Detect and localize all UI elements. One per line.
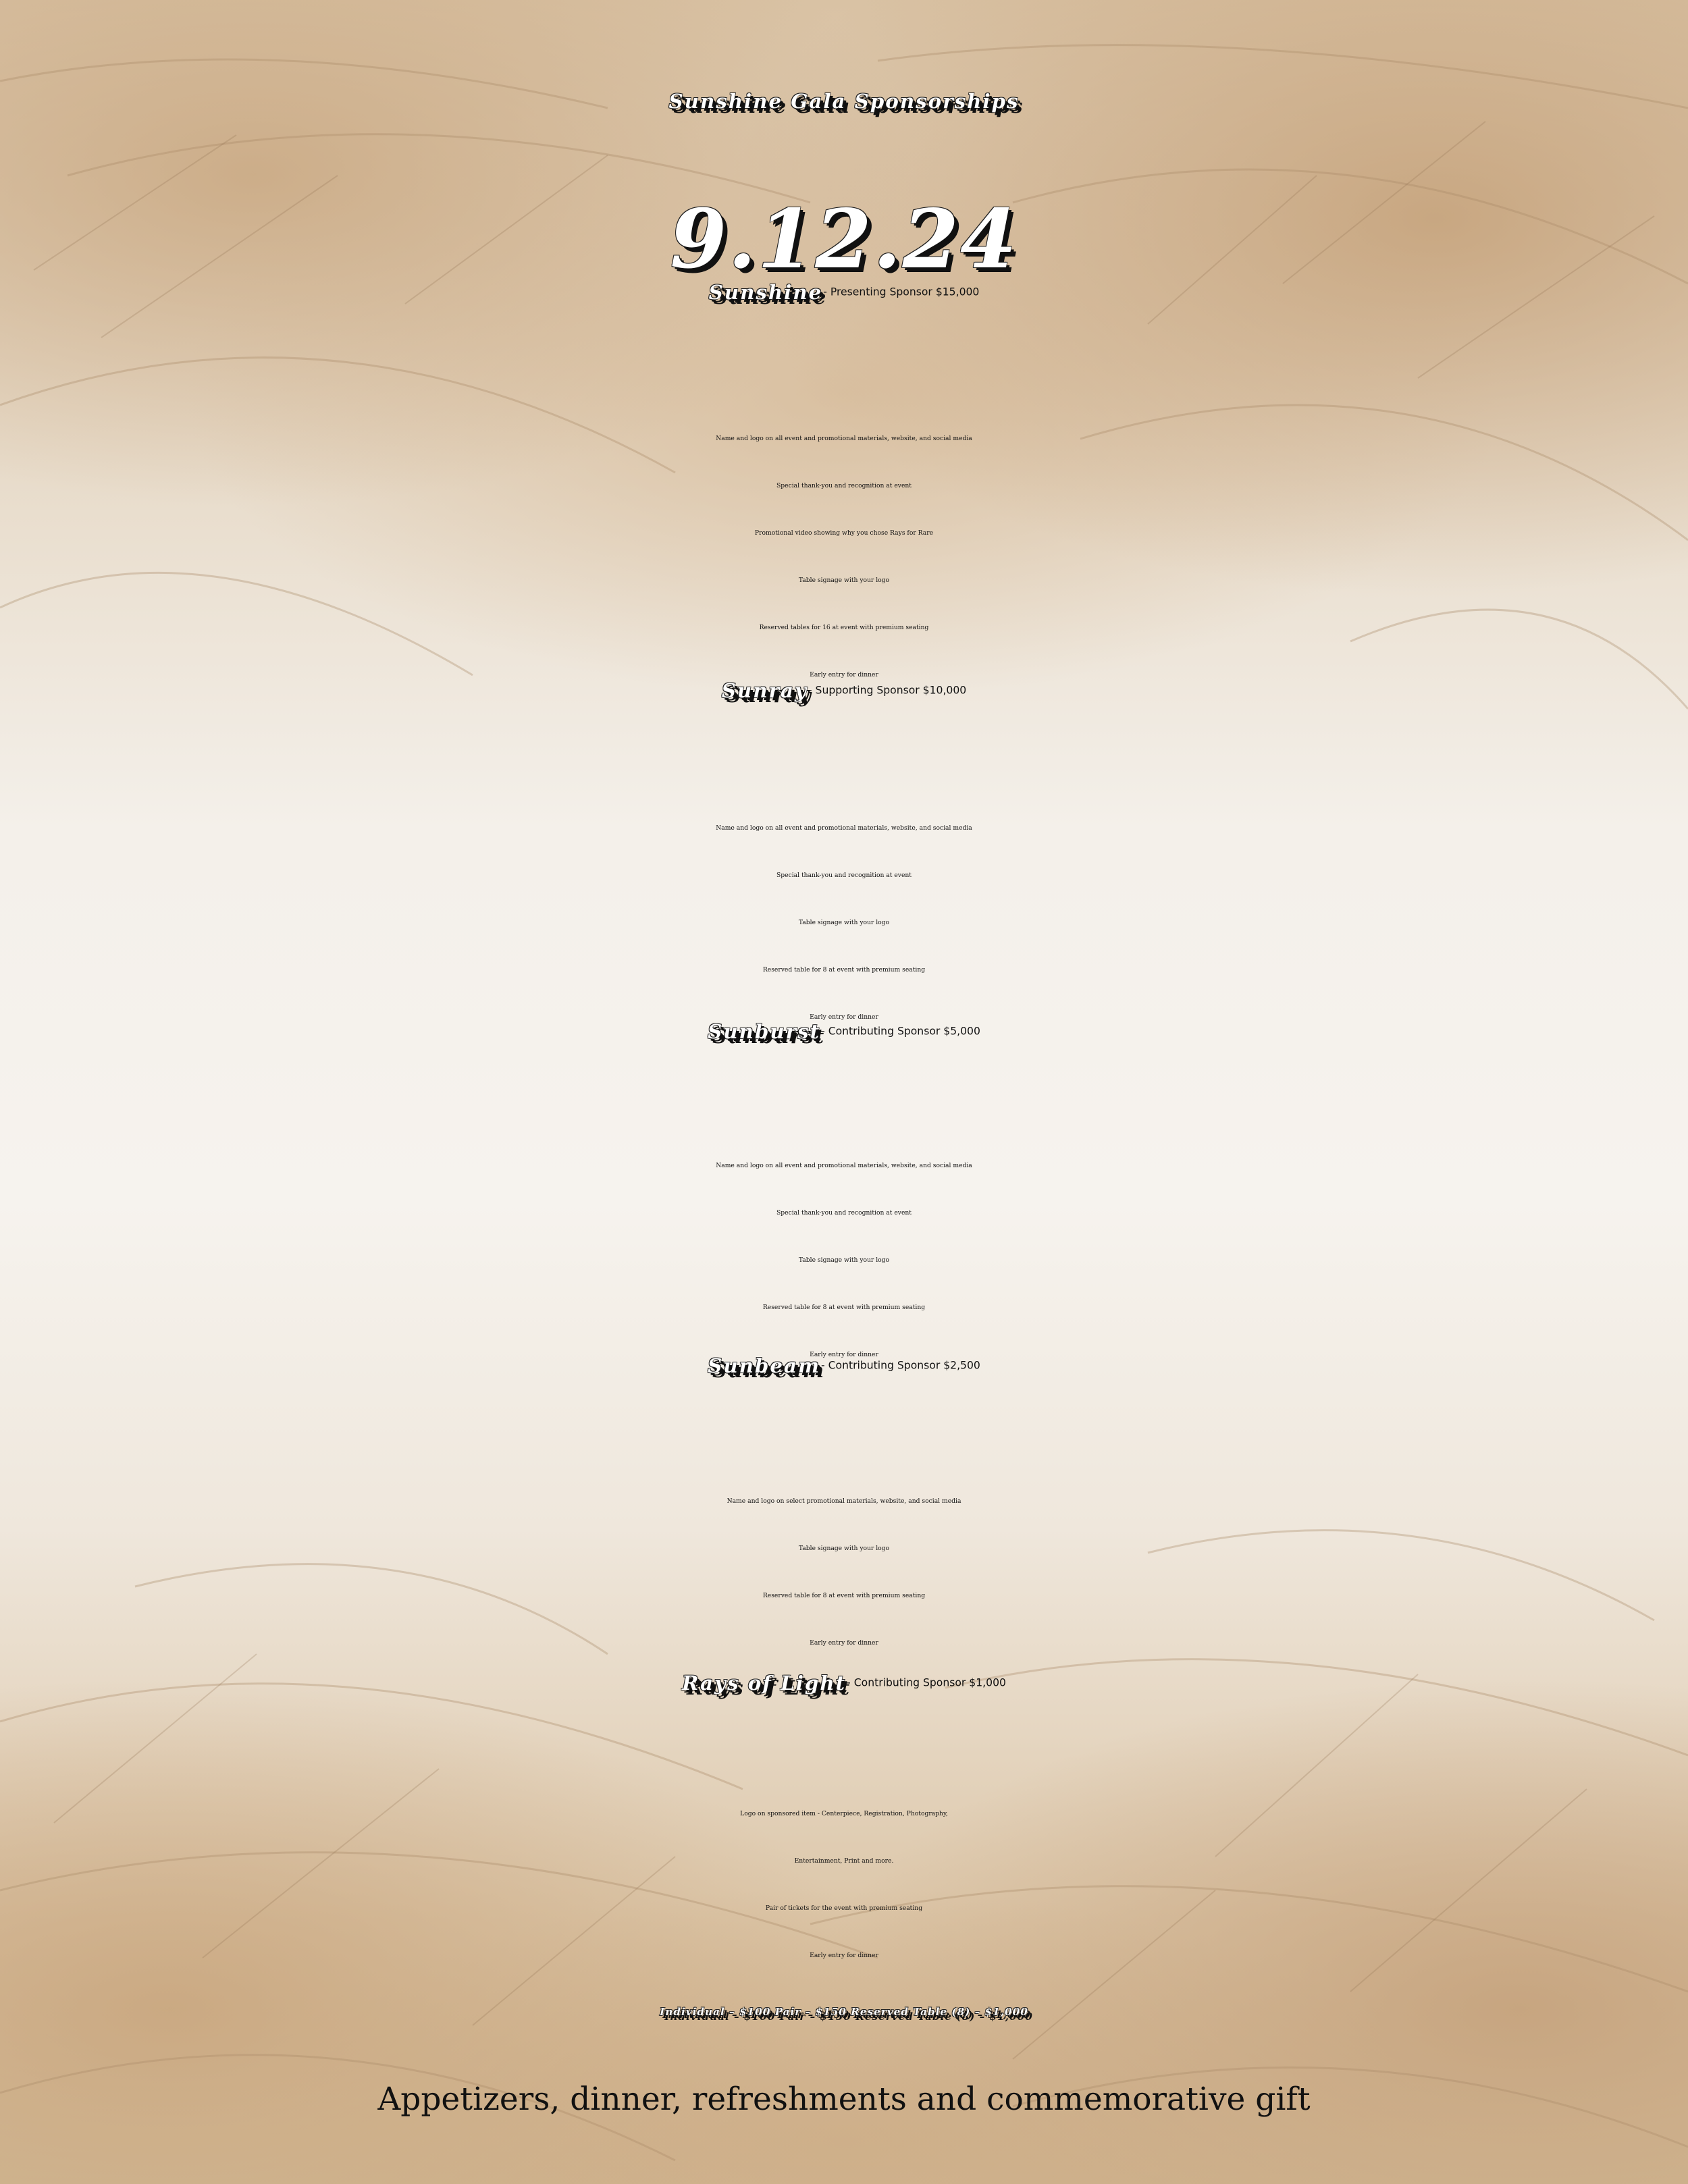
tier-price: - Contributing Sponsor $2,500 [821,1359,980,1372]
tier-sunshine-header [0,280,1688,304]
tier-rays-of-light-header [0,1671,1688,1695]
benefit-item: Name and logo on select promotional materials, website, and social media [727,1497,961,1505]
tier-sunshine-benefits [0,415,1688,699]
benefit-item: Table signage with your logo [798,919,890,926]
benefit-item: Pair of tickets for the event with premium seating [765,1905,923,1912]
benefit-item: Special thank-you and recognition at event [776,1209,912,1217]
benefit-item: Early entry for dinner [810,1639,878,1647]
tier-sunbeam-benefits [0,1478,1688,1667]
tier-price: - Contributing Sponsor $5,000 [821,1025,980,1038]
tier-price: - Contributing Sponsor $1,000 [847,1676,1006,1689]
tier-name: Sunray [721,678,808,702]
ticket-pricing: Individual – $100 Pair – $150 Reserved Table (8) – $1,000 [660,2006,1028,2018]
tier-name: Sunburst [708,1019,821,1043]
event-date: 9.12.24 [670,192,1018,287]
benefit-item: Logo on sponsored item - Centerpiece, Registration, Photography, [740,1810,948,1817]
benefit-item: Early entry for dinner [810,1013,878,1021]
tier-sunray-benefits [0,805,1688,1041]
benefit-item: Reserved table for 8 at event with premium seating [762,1304,926,1311]
benefit-item: Table signage with your logo [798,1256,890,1264]
tier-price: - Supporting Sponsor $10,000 [808,684,967,697]
benefit-item: Table signage with your logo [798,577,890,584]
benefit-item: Early entry for dinner [810,671,878,678]
benefit-item: Table signage with your logo [798,1545,890,1552]
benefit-item: Name and logo on all event and promotional materials, website, and social media [716,435,972,442]
tier-sunburst-header [0,1019,1688,1043]
benefit-item: Name and logo on all event and promotional materials, website, and social media [716,1162,972,1169]
benefit-item: Promotional video showing why you chose Rays for Rare [754,529,934,537]
tier-sunbeam-header [0,1354,1688,1377]
benefit-item: Special thank-you and recognition at event [776,872,912,879]
tier-price: - Presenting Sponsor $15,000 [823,286,980,298]
tier-name: Sunshine [708,280,823,304]
benefit-item: Early entry for dinner [810,1952,878,1959]
footer-note: Appetizers, dinner, refreshments and commemorative gift [377,2081,1311,2118]
benefit-item: Reserved table for 8 at event with premium seating [762,966,926,974]
tier-sunray-header [0,678,1688,702]
benefit-item: Entertainment, Print and more. [794,1857,894,1865]
benefit-item: Reserved table for 8 at event with premium seating [762,1592,926,1599]
benefit-item: Early entry for dinner [810,1351,878,1358]
page-title: Sunshine Gala Sponsorships [668,89,1020,113]
tier-name: Sunbeam [708,1354,821,1377]
benefit-item: Name and logo on all event and promotional materials, website, and social media [716,824,972,832]
tier-rays-of-light-benefits [0,1790,1688,1979]
tier-sunburst-benefits [0,1142,1688,1379]
tier-name: Rays of Light [682,1671,847,1695]
benefit-item: Special thank-you and recognition at event [776,482,912,489]
benefit-item: Reserved tables for 16 at event with premium seating [759,624,929,631]
